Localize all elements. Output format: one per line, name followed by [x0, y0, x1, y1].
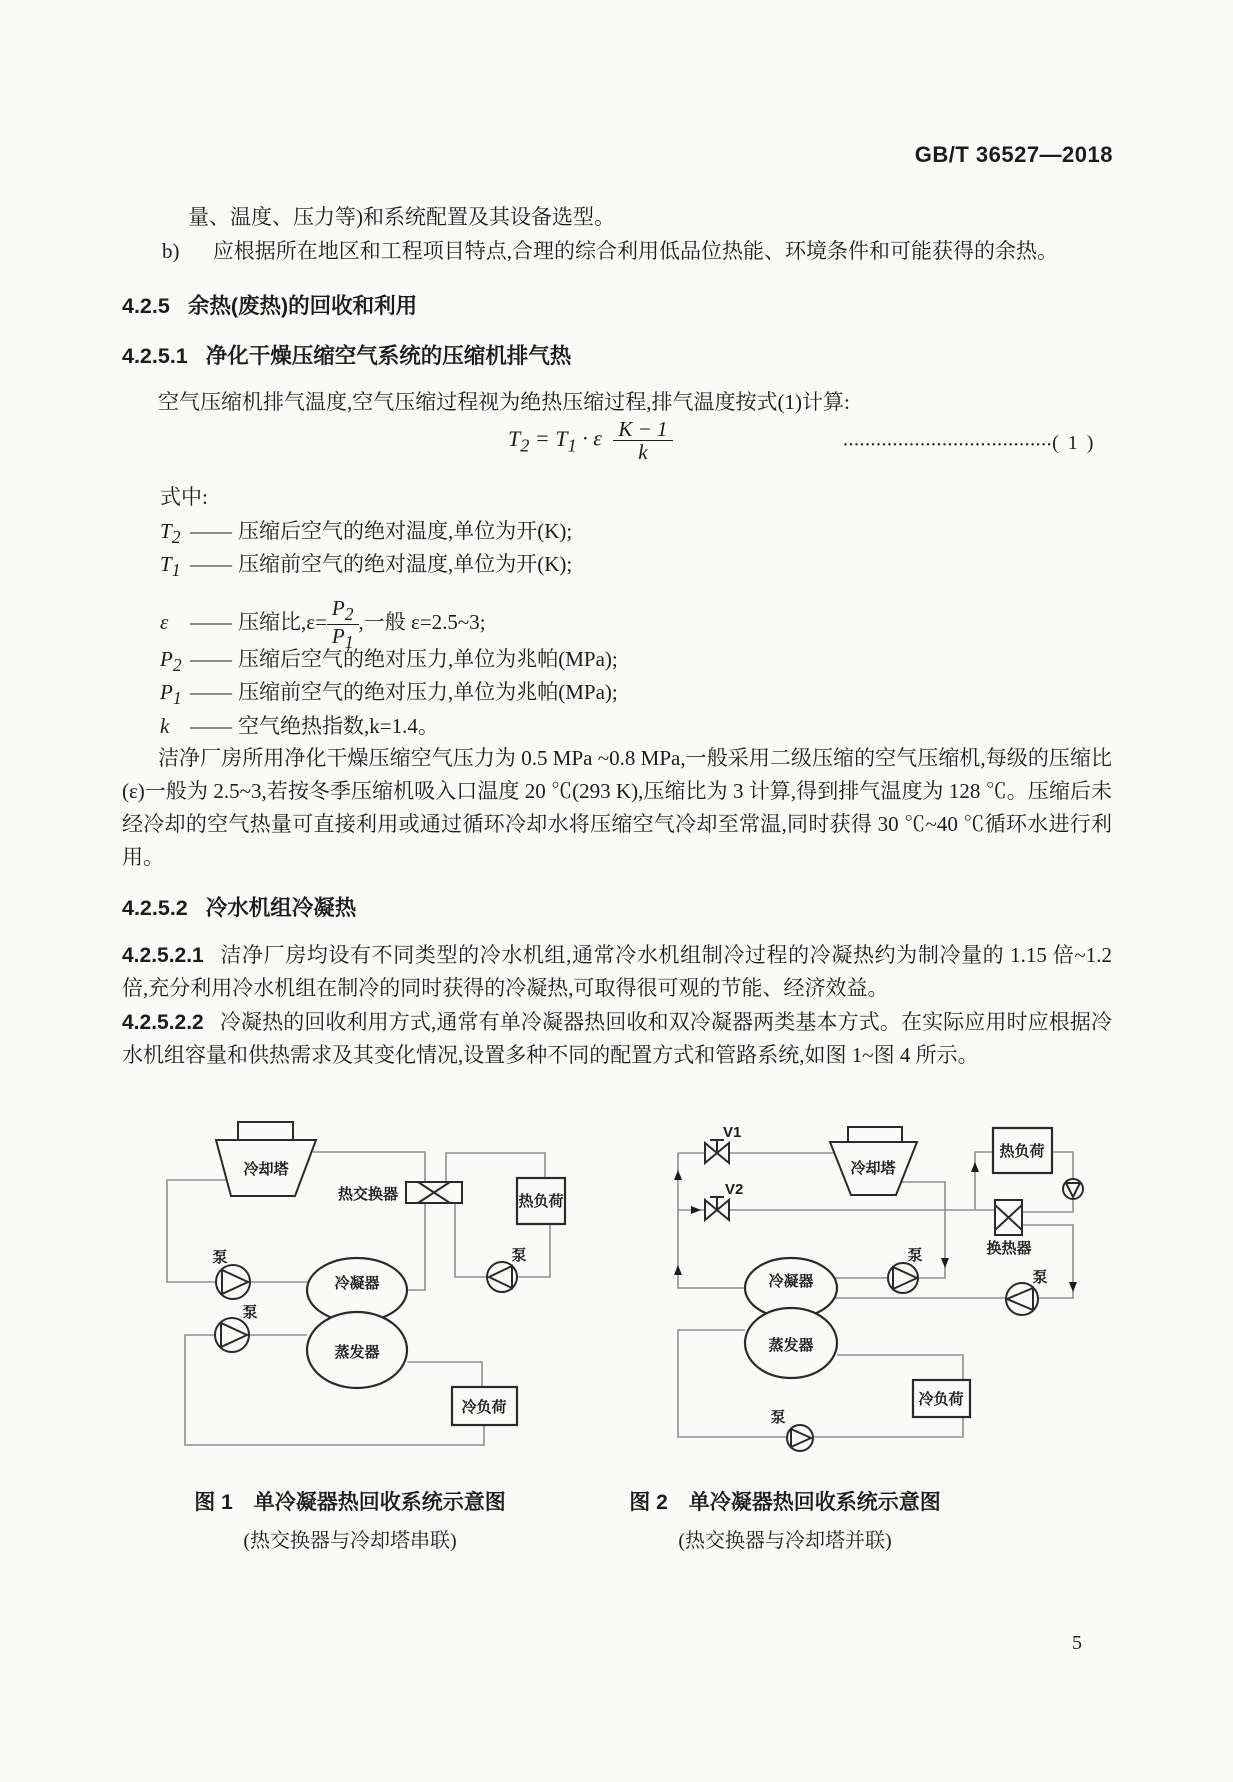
heading-4-2-5-1-title: 净化干燥压缩空气系统的压缩机排气热 — [205, 344, 572, 368]
figure-1-caption: 图 1 单冷凝器热回收系统示意图 — [194, 1491, 506, 1514]
fig2-valve-v2 — [705, 1197, 729, 1220]
heading-4-2-5 — [122, 289, 417, 320]
fig2-pump-label: 泵 — [1032, 1269, 1048, 1286]
fig2-heat-exchanger — [995, 1200, 1022, 1235]
formula-dot: · — [582, 425, 588, 451]
heading-4-2-5-2 — [122, 891, 356, 922]
doc-number: GB/T 36527—2018 — [914, 142, 1113, 167]
figure-2-caption: 图 2 单冷凝器热回收系统示意图 — [629, 1491, 941, 1514]
fig1-heat-exchanger-label: 热交换器 — [337, 1186, 398, 1203]
formula-1 — [508, 418, 673, 463]
heading-4-2-5-1 — [122, 339, 571, 370]
definition-row-epsilon: ε —— 压缩比,ε= $\frac{P_2}{P_1}$ ,一般 ε=2.5~3; — [160, 596, 486, 652]
fig1-pump-heat-load-loop — [487, 1262, 517, 1292]
fig1-pump-label: 泵 — [212, 1249, 228, 1266]
paragraph-4-2-5-1: 洁净厂房所用净化干燥压缩空气压力为 0.5 MPa ~0.8 MPa,一般采用二级压缩的空气压缩机,每级的压缩比(ε)一般为 2.5~3,若按冬季压缩机吸入口温度 20 ℃(293 K),压缩比为 3 计算,得到排气温度为 128 ℃。压缩后未经冷却的空气热量可直接利用或通过循环冷却水将压缩空气冷却至常温,同时获得 30 ℃~40 ℃循环水进行利用。 — [122, 746, 1112, 869]
list-item-b-label: b) — [162, 239, 180, 263]
fig1-heat-exchanger — [406, 1182, 462, 1203]
formula-t1: $T_1$ — [555, 425, 577, 455]
formula-number: ( 1 ) — [1052, 432, 1096, 454]
fig1-cool-load-label: 冷负荷 — [461, 1399, 507, 1416]
fig1-condenser-label: 冷凝器 — [334, 1275, 380, 1292]
fig2-heat-exchanger-label: 换热器 — [986, 1240, 1032, 1257]
fig1-cooling-tower-label: 冷却塔 — [243, 1161, 289, 1178]
fig2-cooling-tower-label: 冷却塔 — [850, 1160, 896, 1177]
lead-sentence: 空气压缩机排气温度,空气压缩过程视为绝热压缩过程,排气温度按式(1)计算: — [158, 390, 850, 414]
definition-row-k: k —— 空气绝热指数,k=1.4。 — [160, 714, 439, 738]
definition-row-t2: $T_2$ —— 压缩后空气的绝对温度,单位为开(K); — [160, 519, 573, 548]
definition-row-p1: $P_1$ —— 压缩前空气的绝对压力,单位为兆帕(MPa); — [160, 680, 618, 709]
figure-1-diagram — [150, 1110, 580, 1470]
heading-4-2-5-2-number: 4.2.5.2 — [122, 896, 188, 920]
fig2-valve-v1-label: V1 — [723, 1124, 742, 1141]
fig2-pump-label: 泵 — [907, 1247, 923, 1264]
list-item-b-text: 应根据所在地区和工程项目特点,合理的综合利用低品位热能、环境条件和可能获得的余热。 — [212, 239, 1058, 263]
heading-4-2-5-1-number: 4.2.5.1 — [122, 344, 188, 368]
clause-number: 4.2.5.2.2 — [122, 1011, 204, 1034]
fig2-condenser-label: 冷凝器 — [768, 1273, 814, 1290]
fig2-pump-chilled-loop — [787, 1425, 813, 1451]
fig2-pump-label: 泵 — [770, 1409, 786, 1426]
figure-2-subcaption: (热交换器与冷却塔并联) — [678, 1530, 892, 1552]
where-label: 式中: — [160, 485, 208, 509]
heading-4-2-5-number: 4.2.5 — [122, 294, 170, 318]
fig2-pump-recovery-loop — [1006, 1283, 1038, 1315]
list-item-b — [162, 235, 1058, 265]
paragraph-4-2-5-2-2 — [122, 1006, 1112, 1072]
formula-dots-and-label — [843, 432, 1095, 455]
fig1-heat-load-label: 热负荷 — [518, 1193, 564, 1210]
clause-number: 4.2.5.2.1 — [122, 944, 204, 967]
heading-4-2-5-title: 余热(废热)的回收和利用 — [187, 294, 418, 318]
fig2-pump-heat-load-loop — [1063, 1179, 1083, 1199]
formula-leader-dots: ······································ — [843, 437, 1053, 453]
figure-1-subcaption: (热交换器与冷却塔串联) — [243, 1530, 457, 1552]
fig1-cooling-tower — [216, 1122, 316, 1196]
fig1-evaporator-label: 蒸发器 — [334, 1344, 380, 1361]
definition-row-p2: $P_2$ —— 压缩后空气的绝对压力,单位为兆帕(MPa); — [160, 647, 618, 676]
formula-exponent-fraction: $\frac{K - 1}{k}$ — [613, 418, 672, 463]
heading-4-2-5-2-title: 冷水机组冷凝热 — [205, 896, 357, 920]
fig2-heat-load-label: 热负荷 — [999, 1143, 1045, 1160]
fig1-pump-label: 泵 — [511, 1247, 527, 1264]
fig2-cool-load-label: 冷负荷 — [918, 1391, 964, 1408]
clause-text: 洁净厂房均设有不同类型的冷水机组,通常冷水机组制冷过程的冷凝热约为制冷量的 1.15 倍~1.2 倍,充分利用冷水机组在制冷的同时获得的冷凝热,可取得很可观的节能、经济效益。 — [122, 943, 1112, 1000]
fig2-evaporator-label: 蒸发器 — [768, 1337, 814, 1354]
fig2-pump-tower-loop — [888, 1263, 918, 1293]
fig1-pump-evaporator-loop — [215, 1318, 249, 1352]
fig1-pump-condenser-loop — [216, 1265, 250, 1299]
clause-text: 冷凝热的回收利用方式,通常有单冷凝器热回收和双冷凝器两类基本方式。在实际应用时应根据冷水机组容量和供热需求及其变化情况,设置多种不同的配置方式和管路系统,如图 1~图 4 所示。 — [122, 1010, 1112, 1067]
fig2-valve-v2-label: V2 — [725, 1181, 744, 1198]
definition-row-t1: $T_1$ —— 压缩前空气的绝对温度,单位为开(K); — [160, 552, 573, 581]
formula-epsilon: ε — [593, 425, 602, 451]
figure-2-diagram — [600, 1110, 1100, 1470]
page-number: 5 — [1072, 1632, 1082, 1654]
list-item-a-continuation: 量、温度、压力等)和系统配置及其设备选型。 — [188, 205, 615, 229]
formula-equals: = — [534, 425, 550, 451]
paragraph-4-2-5-2-1 — [122, 939, 1112, 1005]
fig1-pump-label: 泵 — [242, 1304, 258, 1321]
fig2-valve-v1 — [705, 1140, 729, 1163]
formula-t2: $T_2$ — [508, 425, 530, 455]
